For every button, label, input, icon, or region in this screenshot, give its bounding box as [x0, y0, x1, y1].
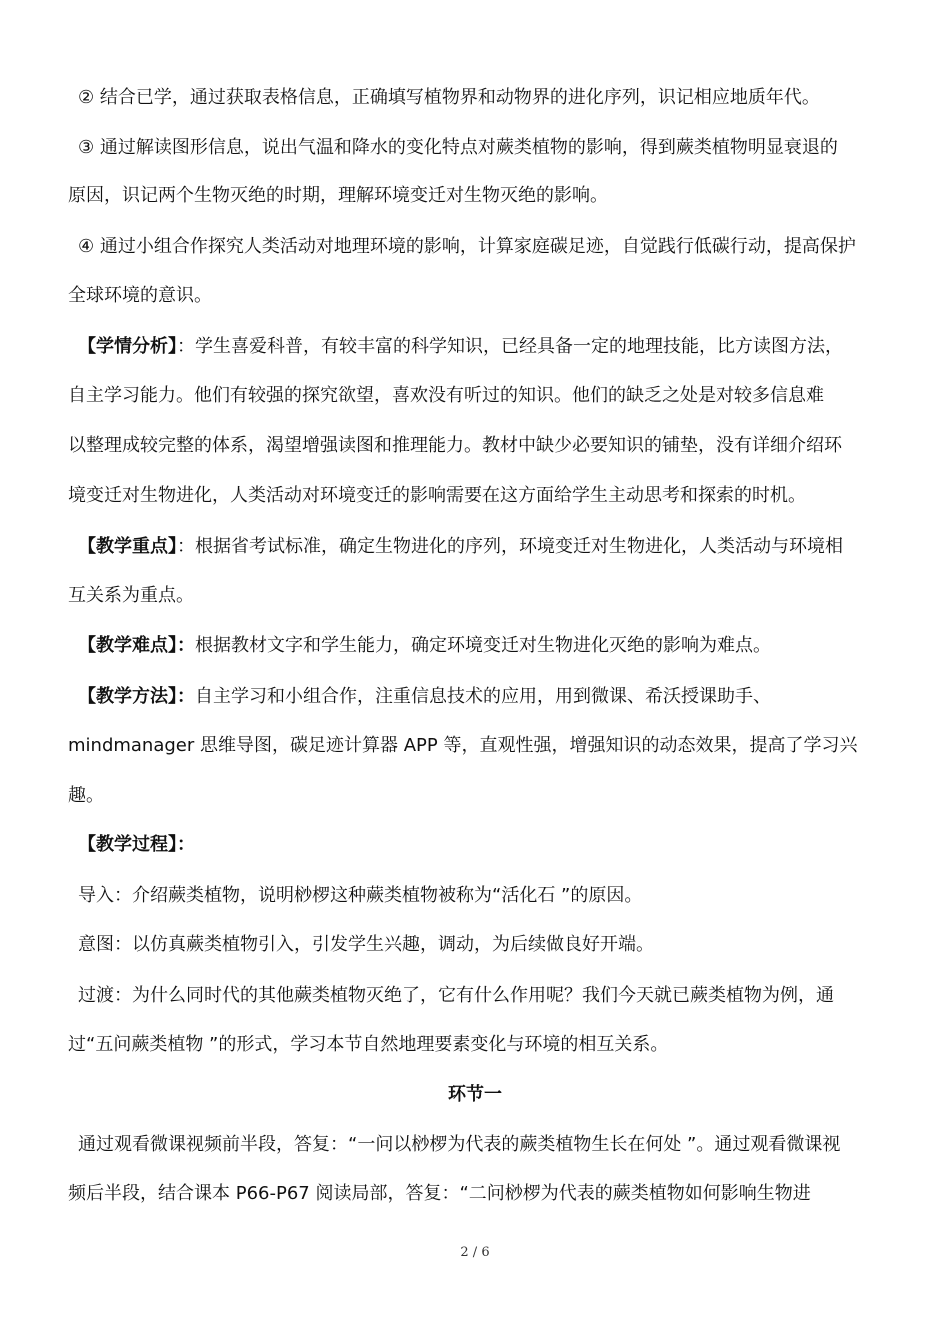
section-text-line-1: 通过观看微课视频前半段，答复：“一问以桫椤为代表的蕨类植物生长在何处 ”。通过观看微课视 [78, 1134, 841, 1155]
transition-line-1: 过渡：为什么同时代的其他蕨类植物灭绝了，它有什么作用呢？我们今天就已蕨类植物为例，通 [78, 985, 834, 1006]
transition-line-2: 过“五问蕨类植物 ”的形式，学习本节自然地理要素变化与环境的相互关系。 [68, 1034, 669, 1055]
key-point-line-2: 互关系为重点。 [68, 585, 194, 606]
section-text-line-2: 频后半段，结合课本 P66-P67 阅读局部，答复：“二问桫椤为代表的蕨类植物如何影响生物进 [68, 1183, 811, 1204]
objective-4-line-1: ④ 通过小组合作探究人类活动对地理环境的影响，计算家庭碳足迹，自觉践行低碳行动，提高保护 [78, 236, 856, 257]
objective-2: ② 结合已学，通过获取表格信息，正确填写植物界和动物界的进化序列，识记相应地质年代。 [78, 87, 820, 108]
learner-analysis-text: ：学生喜爱科普，有较丰富的科学知识，已经具备一定的地理技能，比方读图方法， [177, 336, 843, 357]
learner-analysis-line-4: 境变迁对生物进化，人类活动对环境变迁的影响需要在这方面给学生主动思考和探索的时机。 [68, 485, 806, 506]
difficulty-label: 【教学难点】： [78, 635, 195, 656]
section-title: 环节一 [448, 1084, 502, 1105]
learner-analysis-line-3: 以整理成较完整的体系，渴望增强读图和推理能力。教材中缺少必要知识的铺垫，没有详细介绍环 [68, 435, 842, 456]
method-line-3: 趣。 [68, 785, 104, 806]
process-label: 【教学过程】： [78, 834, 195, 855]
process-heading [78, 833, 898, 857]
page-number: 2 / 6 [460, 1245, 490, 1260]
learner-analysis-label: 【学情分析】 [78, 336, 177, 357]
intent-line: 意图：以仿真蕨类植物引入，引发学生兴趣，调动，为后续做良好开端。 [78, 934, 654, 955]
key-point-label: 【教学重点】 [78, 536, 177, 557]
objective-4-line-2: 全球环境的意识。 [68, 285, 212, 306]
difficulty-text: 根据教材文字和学生能力，确定环境变迁对生物进化灭绝的影响为难点。 [195, 635, 771, 656]
method-line-1 [78, 685, 898, 709]
intro-line: 导入：介绍蕨类植物，说明桫椤这种蕨类植物被称为“活化石 ”的原因。 [78, 885, 643, 906]
method-label: 【教学方法】： [78, 686, 195, 707]
method-text: 自主学习和小组合作，注重信息技术的应用，用到微课、希沃授课助手、 [195, 686, 771, 707]
learner-analysis-line-2: 自主学习能力。他们有较强的探究欲望，喜欢没有听过的知识。他们的缺乏之处是对较多信息难 [68, 385, 824, 406]
key-point-line-1 [78, 535, 898, 559]
method-line-2: mindmanager 思维导图，碳足迹计算器 APP 等，直观性强，增强知识的动态效果，提高了学习兴 [68, 735, 858, 756]
key-point-text: ：根据省考试标准，确定生物进化的序列，环境变迁对生物进化，人类活动与环境相 [177, 536, 843, 557]
learner-analysis-line-1 [78, 335, 898, 359]
difficulty-line [78, 634, 898, 658]
objective-3-line-2: 原因，识记两个生物灭绝的时期，理解环境变迁对生物灭绝的影响。 [68, 185, 608, 206]
objective-3-line-1: ③ 通过解读图形信息，说出气温和降水的变化特点对蕨类植物的影响，得到蕨类植物明显衰退的 [78, 137, 838, 158]
